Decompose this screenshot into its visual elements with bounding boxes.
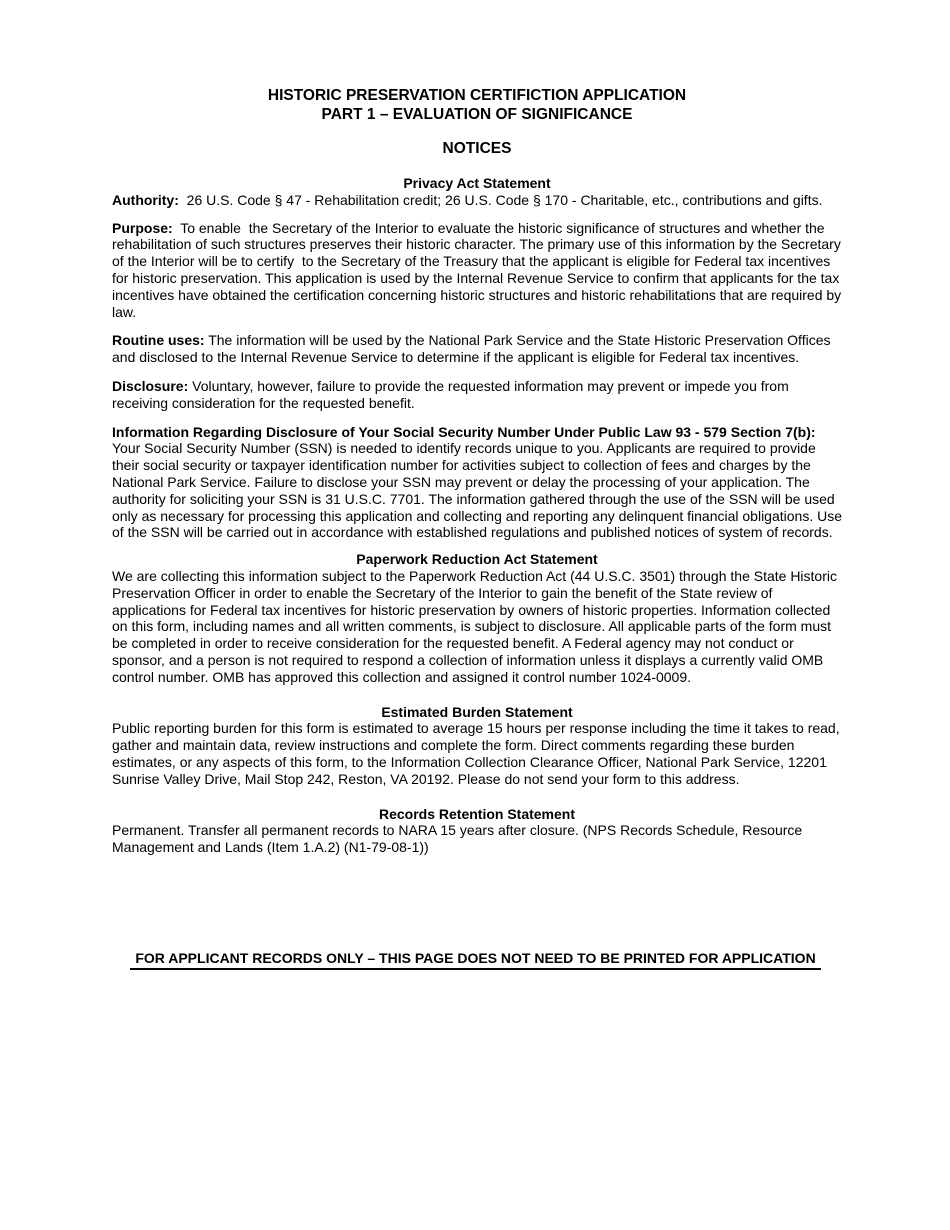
document-page [112, 87, 846, 856]
routine-uses-paragraph [112, 332, 842, 366]
burden-text: Public reporting burden for this form is estimated to average 15 hours per response including the time it takes to read, gather and maintain data, review instructions and complete the form. Direct comments regarding these burden estimates, or any aspects of this form, to the Information Collection Clearance Officer, National Park Service, 12201 Sunrise Valley Drive, Mail Stop 242, Reston, VA 20192. Please do not send your form to this address. [112, 720, 840, 787]
document-title-line2: PART 1 – EVALUATION OF SIGNIFICANCE [321, 105, 633, 123]
purpose-text: To enable the Secretary of the Interior to evaluate the historic significance of structures and whether the rehabilitation of such structures preserves their historic character. The primary use of this information by the Secretary of the Interior will be to certify to the Secretary of the Treasury that the applicant is eligible for Federal tax incentives for historic preservation. This application is used by the Internal Revenue Service to confirm that applicants for the tax incentives have obtained the certification concerning historic structures and historic rehabilitations that are required by law. [112, 219, 846, 320]
document-title-line1: HISTORIC PRESERVATION CERTIFICTION APPLICATION [267, 87, 687, 104]
authority-paragraph [112, 192, 842, 209]
retention-text: Permanent. Transfer all permanent records to NARA 15 years after closure. (NPS Records Schedule, Resource Management and Lands (Item 1.A.2) (N1-79-08-1)) [112, 822, 803, 856]
notices-heading: NOTICES [442, 140, 512, 157]
disclosure-paragraph [112, 378, 842, 412]
applicant-records-footer: FOR APPLICANT RECORDS ONLY – THIS PAGE DOES NOT NEED TO BE PRINTED FOR APPLICATION [130, 950, 821, 970]
ssn-paragraph [112, 424, 842, 542]
authority-label: Authority: [112, 191, 179, 208]
authority-text: 26 U.S. Code § 47 - Rehabilitation credit; 26 U.S. Code § 170 - Charitable, etc., contributions and gifts. [178, 191, 823, 208]
paperwork-text: We are collecting this information subject to the Paperwork Reduction Act (44 U.S.C. 3501) through the State Historic Preservation Officer in order to enable the Secretary of the Interior to gain the benefit of the State review of applications for Federal tax incentives for historic preservation by owners of historic properties. Information collected on this form, including names and all written comments, is subject to disclosure. All applicable parts of the form must be completed in order to receive consideration for the requested benefit. A Federal agency may not conduct or sponsor, and a person is not required to respond a collection of information unless it displays a currently valid OMB control number. OMB has approved this collection and assigned it control number 1024-0009. [112, 567, 837, 685]
privacy-act-heading: Privacy Act Statement [403, 175, 551, 191]
disclosure-label: Disclosure: [112, 377, 189, 394]
retention-heading: Records Retention Statement [378, 805, 576, 822]
purpose-label: Purpose: [112, 219, 173, 236]
ssn-text: Your Social Security Number (SSN) is needed to identify records unique to you. Applicants are required to provide their social security or taxpayer identification number for activities subject to collection of fees and charges by the National Park Service. Failure to disclose your SSN may prevent or delay the processing of your application. The authority for soliciting your SSN is 31 U.S.C. 7701. The information gathered through the use of the SSN will be used only as necessary for processing this application and collecting and reporting any delinquent financial obligations. Use of the SSN will be carried out in accordance with established regulations and published notices of system of records. [112, 440, 842, 541]
purpose-paragraph [112, 219, 846, 321]
disclosure-text: Voluntary, however, failure to provide the requested information may prevent or impede you from receiving consideration for the requested benefit. [112, 377, 789, 411]
routine-uses-label: Routine uses: [112, 332, 205, 349]
routine-uses-text: The information will be used by the National Park Service and the State Historic Preservation Offices and disclosed to the Internal Revenue Service to determine if the applicant is eligible for Federal tax incentives. [112, 332, 831, 366]
paperwork-heading: Paperwork Reduction Act Statement [356, 551, 598, 568]
ssn-label: Information Regarding Disclosure of Your Social Security Number Under Public Law 93 - 579 Section 7(b): [112, 423, 816, 440]
burden-heading: Estimated Burden Statement [381, 703, 573, 720]
